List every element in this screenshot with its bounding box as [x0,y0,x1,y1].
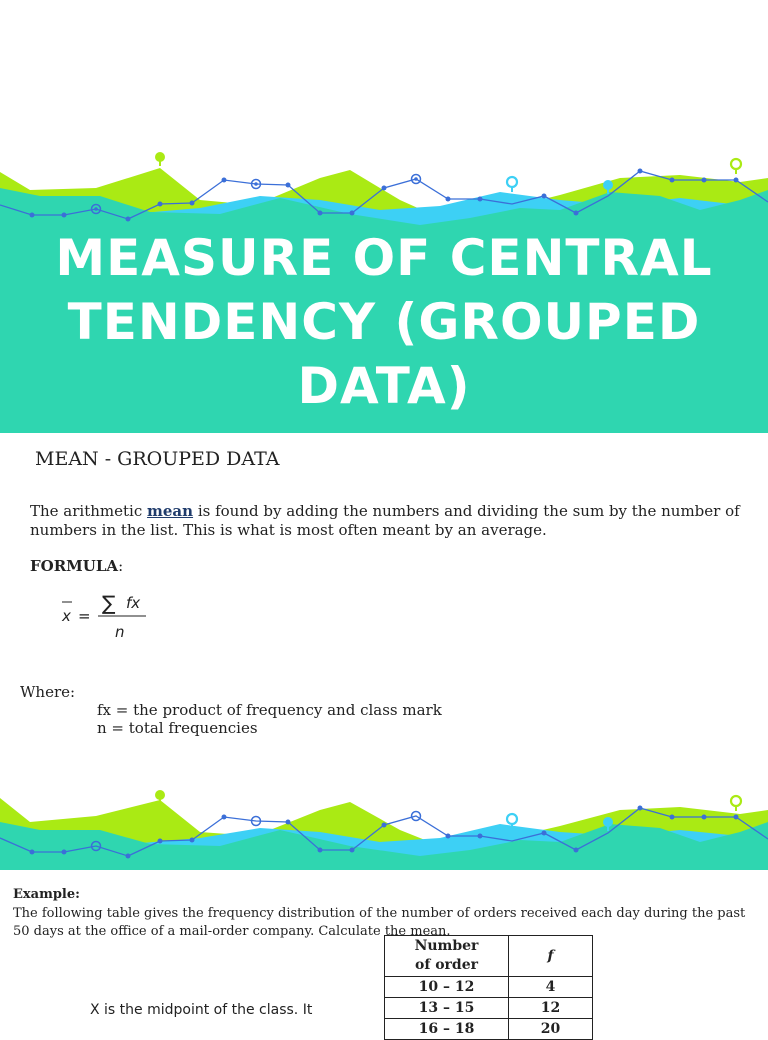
para-after: is found by adding the numbers and dividing the sum by the number of numbers in the list. This is what is most often meant by an average. [30,502,740,539]
title-slide [0,0,768,433]
definition-paragraph [30,502,750,540]
formula-label [30,557,123,575]
cell-range: 16 – 18 [385,1019,509,1040]
example-heading: Example: [13,887,80,902]
header-line1: Number [414,938,479,954]
formula-colon: : [118,557,124,575]
header-number-of-order [385,936,509,977]
formula-x: x [62,607,71,625]
header-line2: of order [414,957,479,973]
section-subtitle: MEAN - GROUPED DATA [35,448,280,470]
formula-numerator: fx [126,594,141,612]
cell-frequency: 20 [509,1019,593,1040]
cell-frequency: 4 [509,977,593,998]
cell-range: 10 – 12 [385,977,509,998]
table-row [385,998,593,1019]
definition-fx: fx = the product of frequency and class mark [97,701,442,719]
formula-denominator: n [115,623,125,641]
divider-banner-decoration [0,780,768,870]
formula-label-text: FORMULA [30,557,119,575]
table-row [385,1019,593,1040]
formula-sigma: ∑ [102,591,116,615]
table-row [385,977,593,998]
frequency-table [384,935,593,1040]
midpoint-note: X is the midpoint of the class. It [90,1002,313,1018]
table-header-row [385,936,593,977]
where-label: Where: [20,683,76,701]
mean-formula [58,585,178,645]
para-before: The arithmetic [30,502,148,520]
cell-range: 13 – 15 [385,998,509,1019]
header-frequency: f [509,936,593,977]
keyword-mean: mean [147,502,194,520]
example-text: The following table gives the frequency distribution of the number of orders received each day during the past 50 days at the office of a mail-order company. Calculate the mean. [13,906,746,939]
definition-n: n = total frequencies [97,719,258,737]
formula-equals: = [78,607,91,625]
cell-frequency: 12 [509,998,593,1019]
slide-title: MEASURE OF CENTRAL TENDENCY (GROUPED DATA) [55,229,713,415]
